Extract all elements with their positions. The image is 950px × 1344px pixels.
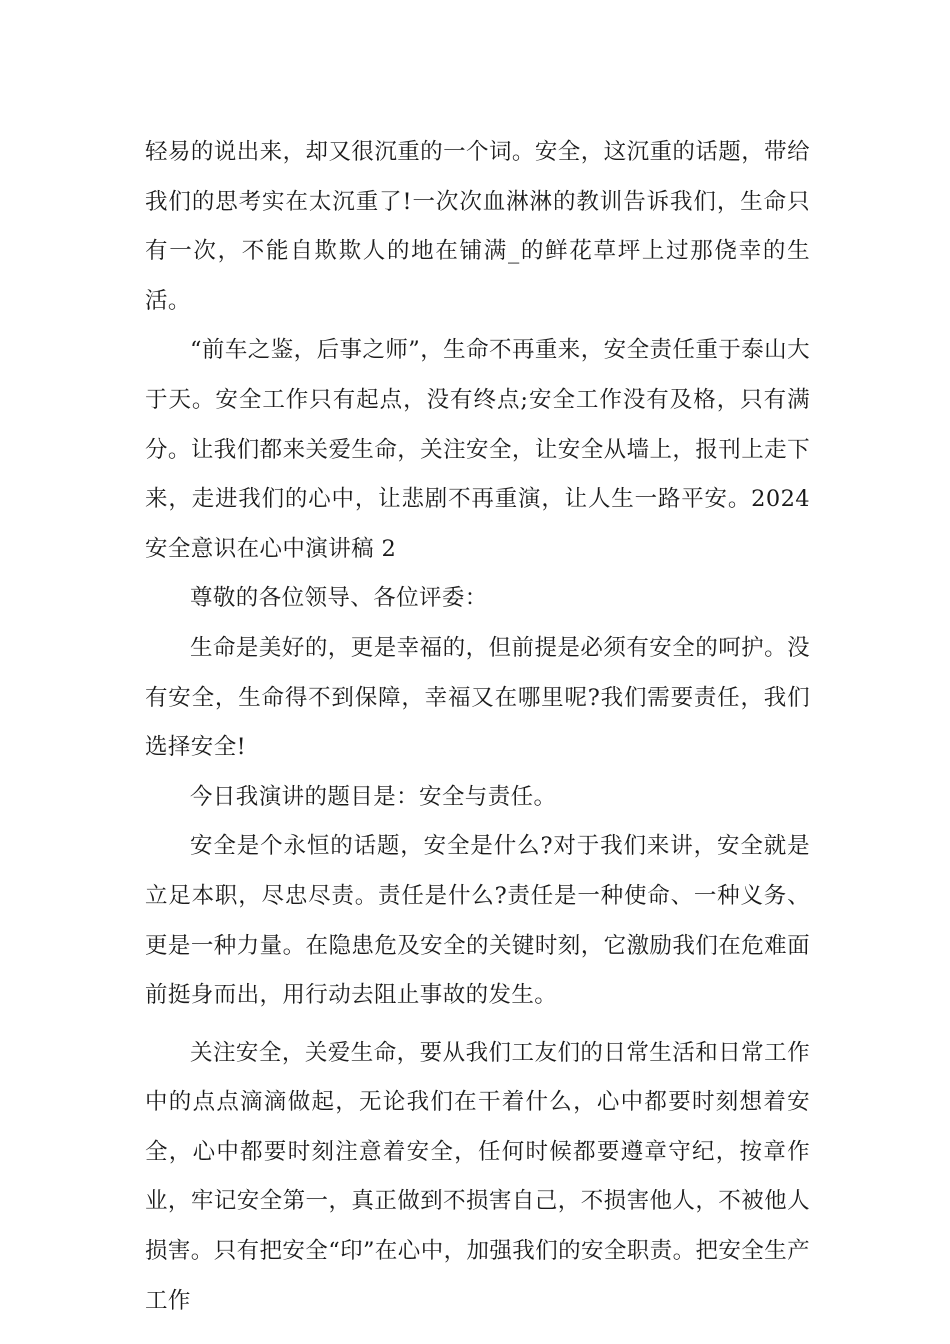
paragraph-3: 尊敬的各位领导、各位评委：: [190, 585, 488, 612]
paragraph-4: 生命是美好的，更是幸福的，但前提是必须有安全的呵护。没有安全，生命得不到保障，幸福又在哪里呢?我们需要责任，我们选择安全!: [145, 634, 810, 761]
document-body: [145, 128, 810, 1326]
paragraph-5: 今日我演讲的题目是：安全与责任。: [190, 783, 557, 810]
paragraph-7: 关注安全，关爱生命，要从我们工友们的日常生活和日常工作中的点点滴滴做起，无论我们在干着什么，心中都要时刻想着安全，心中都要时刻注意着安全，任何时候都要遵章守纪，按章作业，牢记安全第一，真正做到不损害自己，不损害他人，不被他人损害。只有把安全“印”在心中，加强我们的安全职责。把安全生产工作: [145, 1039, 811, 1314]
paragraph-2: “前车之鉴，后事之师”，生命不再重来，安全责任重于泰山大于天。安全工作只有起点，没有终点;安全工作没有及格，只有满分。让我们都来关爱生命，关注安全，让安全从墙上，报刊上走下来，走进我们的心中，让悲剧不再重演，让人生一路平安。2024安全意识在心中演讲稿 2: [145, 337, 810, 562]
paragraph-1: 轻易的说出来，却又很沉重的一个词。安全，这沉重的话题，带给我们的思考实在太沉重了!一次次血淋淋的教训告诉我们，生命只有一次，不能自欺欺人的地在铺满_的鲜花草坪上过那侥幸的生活。: [145, 139, 810, 314]
paragraph-6: 安全是个永恒的话题，安全是什么?对于我们来讲，安全就是立足本职，尽忠尽责。责任是什么?责任是一种使命、一种义务、更是一种力量。在隐患危及安全的关键时刻，它激励我们在危难面前挺身而出，用行动去阻止事故的发生。: [145, 833, 810, 1009]
